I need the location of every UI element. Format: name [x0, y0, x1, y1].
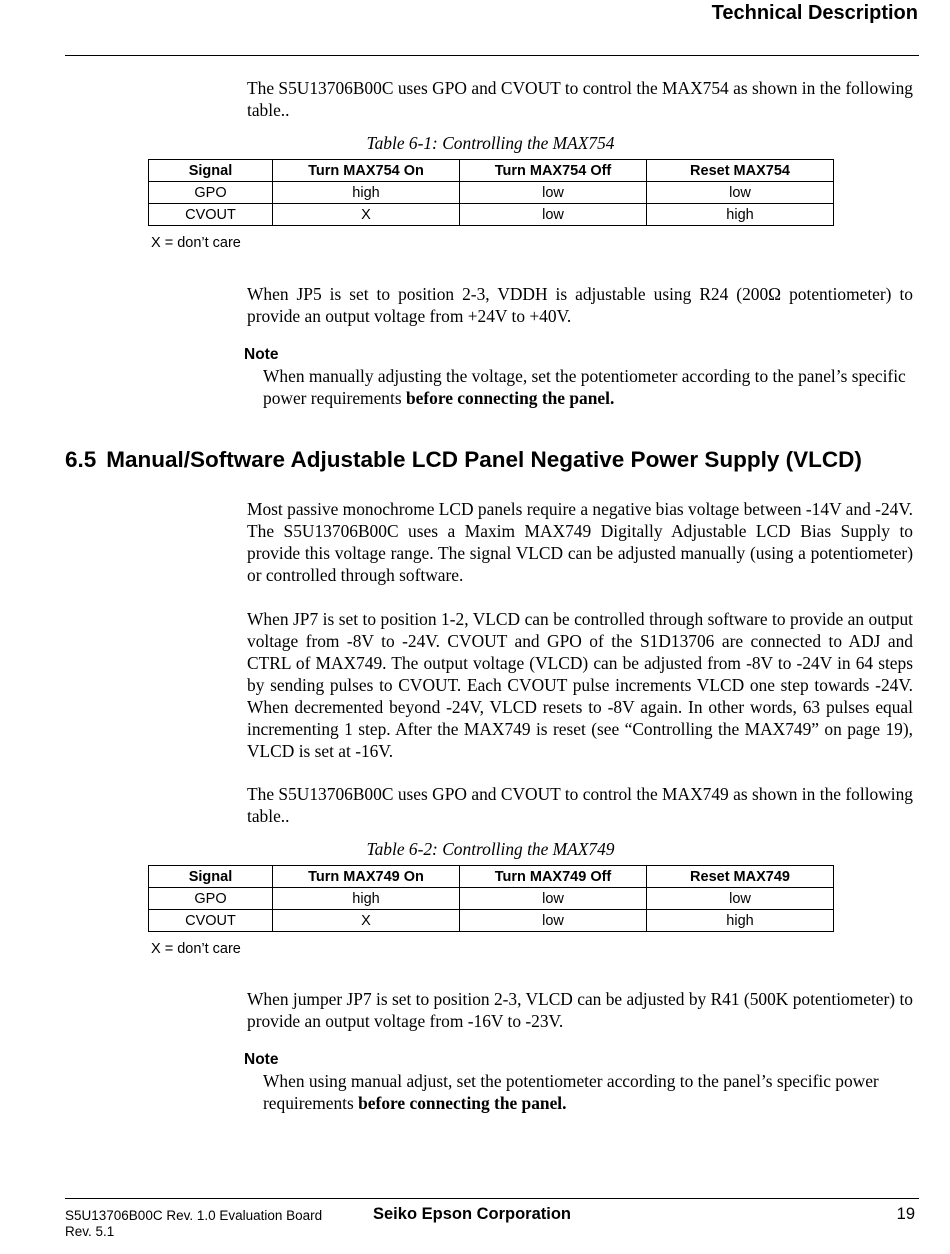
note-emphasis: before connecting the panel.	[405, 388, 615, 408]
max749-paragraph: The S5U13706B00C uses GPO and CVOUT to control the MAX749 as shown in the following table..	[247, 784, 913, 826]
table-cell: high	[647, 204, 834, 226]
table1	[148, 159, 834, 226]
table-cell: high	[273, 182, 460, 204]
note-label: Note	[244, 346, 279, 363]
passive-paragraph: Most passive monochrome LCD panels require a negative bias voltage between -14V and -24V. The S5U13706B00C uses a Maxim MAX749 Digitally Adjustable LCD Bias Supply to provide this voltage range. The signal VLCD can be adjusted manually (using a potentiometer) or controlled through software.	[247, 499, 913, 585]
footer-company: Seiko Epson Corporation	[373, 1205, 572, 1223]
column-header: Signal	[149, 160, 273, 182]
header-rule	[65, 55, 919, 56]
table1-caption: Table 6-1: Controlling the MAX754	[366, 133, 615, 153]
table-header-row	[149, 866, 834, 888]
table-cell: CVOUT	[149, 910, 273, 932]
table-cell: X	[273, 204, 460, 226]
table-cell: low	[460, 910, 647, 932]
table-cell: low	[460, 204, 647, 226]
table-row	[149, 204, 834, 226]
table-cell: GPO	[149, 182, 273, 204]
note-body: When manually adjusting the voltage, set the potentiometer according to the panel’s specific power requirements	[263, 366, 906, 408]
column-header: Reset MAX754	[647, 160, 834, 182]
footer-doc-revision: Rev. 5.1	[65, 1224, 115, 1239]
table-cell: low	[460, 182, 647, 204]
table-row	[149, 888, 834, 910]
intro-paragraph: The S5U13706B00C uses GPO and CVOUT to control the MAX754 as shown in the following table..	[247, 78, 913, 120]
column-header: Reset MAX749	[647, 866, 834, 888]
note-emphasis: before connecting the panel.	[358, 1093, 567, 1113]
table-cell: GPO	[149, 888, 273, 910]
table2	[148, 865, 834, 932]
note-body: When using manual adjust, set the potentiometer according to the panel’s specific power requirements	[263, 1071, 879, 1113]
page-number: 19	[896, 1205, 915, 1223]
column-header: Turn MAX749 Off	[460, 866, 647, 888]
section-number: 6.5	[65, 447, 97, 472]
table2-footnote: X = don’t care	[151, 941, 241, 957]
jp7-paragraph: When JP7 is set to position 1-2, VLCD can be controlled through software to provide an output voltage from -8V to -24V. CVOUT and GPO of the S1D13706 are connected to ADJ and CTRL of MAX749. The output voltage (VLCD) can be adjusted from -8V to -24V in 64 steps by sending pulses to CVOUT. Each CVOUT pulse increments VLCD one step towards -24V. When decremented beyond -24V, VLCD resets to -8V again. In other words, 63 pulses equal incrementing 1 step. After the MAX749 is reset (see “Controlling the MAX749” on page 19), VLCD is set at -16V.	[247, 609, 913, 761]
section-title: Manual/Software Adjustable LCD Panel Negative Power Supply (VLCD)	[106, 447, 862, 472]
note-text	[263, 365, 913, 409]
column-header: Signal	[149, 866, 273, 888]
table-cell: X	[273, 910, 460, 932]
column-header: Turn MAX749 On	[273, 866, 460, 888]
note-text	[263, 1070, 913, 1114]
table-cell: low	[647, 182, 834, 204]
column-header: Turn MAX754 On	[273, 160, 460, 182]
table-header-row	[149, 160, 834, 182]
footer-doc-title: S5U13706B00C Rev. 1.0 Evaluation Board	[65, 1208, 323, 1223]
table-row	[149, 910, 834, 932]
table-row	[149, 182, 834, 204]
table2-caption: Table 6-2: Controlling the MAX749	[366, 839, 615, 859]
footer-doc-info	[65, 1208, 322, 1240]
section-heading	[65, 447, 862, 473]
table-cell: low	[647, 888, 834, 910]
table-cell: high	[273, 888, 460, 910]
header-title: Technical Description	[711, 2, 918, 24]
table-cell: CVOUT	[149, 204, 273, 226]
table-cell: high	[647, 910, 834, 932]
jp5-paragraph: When JP5 is set to position 2-3, VDDH is adjustable using R24 (200Ω potentiometer) to provide an output voltage from +24V to +40V.	[247, 284, 913, 326]
note-label: Note	[244, 1051, 279, 1068]
footer-rule	[65, 1198, 919, 1199]
column-header: Turn MAX754 Off	[460, 160, 647, 182]
jumper-paragraph: When jumper JP7 is set to position 2-3, VLCD can be adjusted by R41 (500K potentiometer) to provide an output voltage from -16V to -23V.	[247, 989, 913, 1031]
table-cell: low	[460, 888, 647, 910]
table1-footnote: X = don’t care	[151, 235, 241, 251]
